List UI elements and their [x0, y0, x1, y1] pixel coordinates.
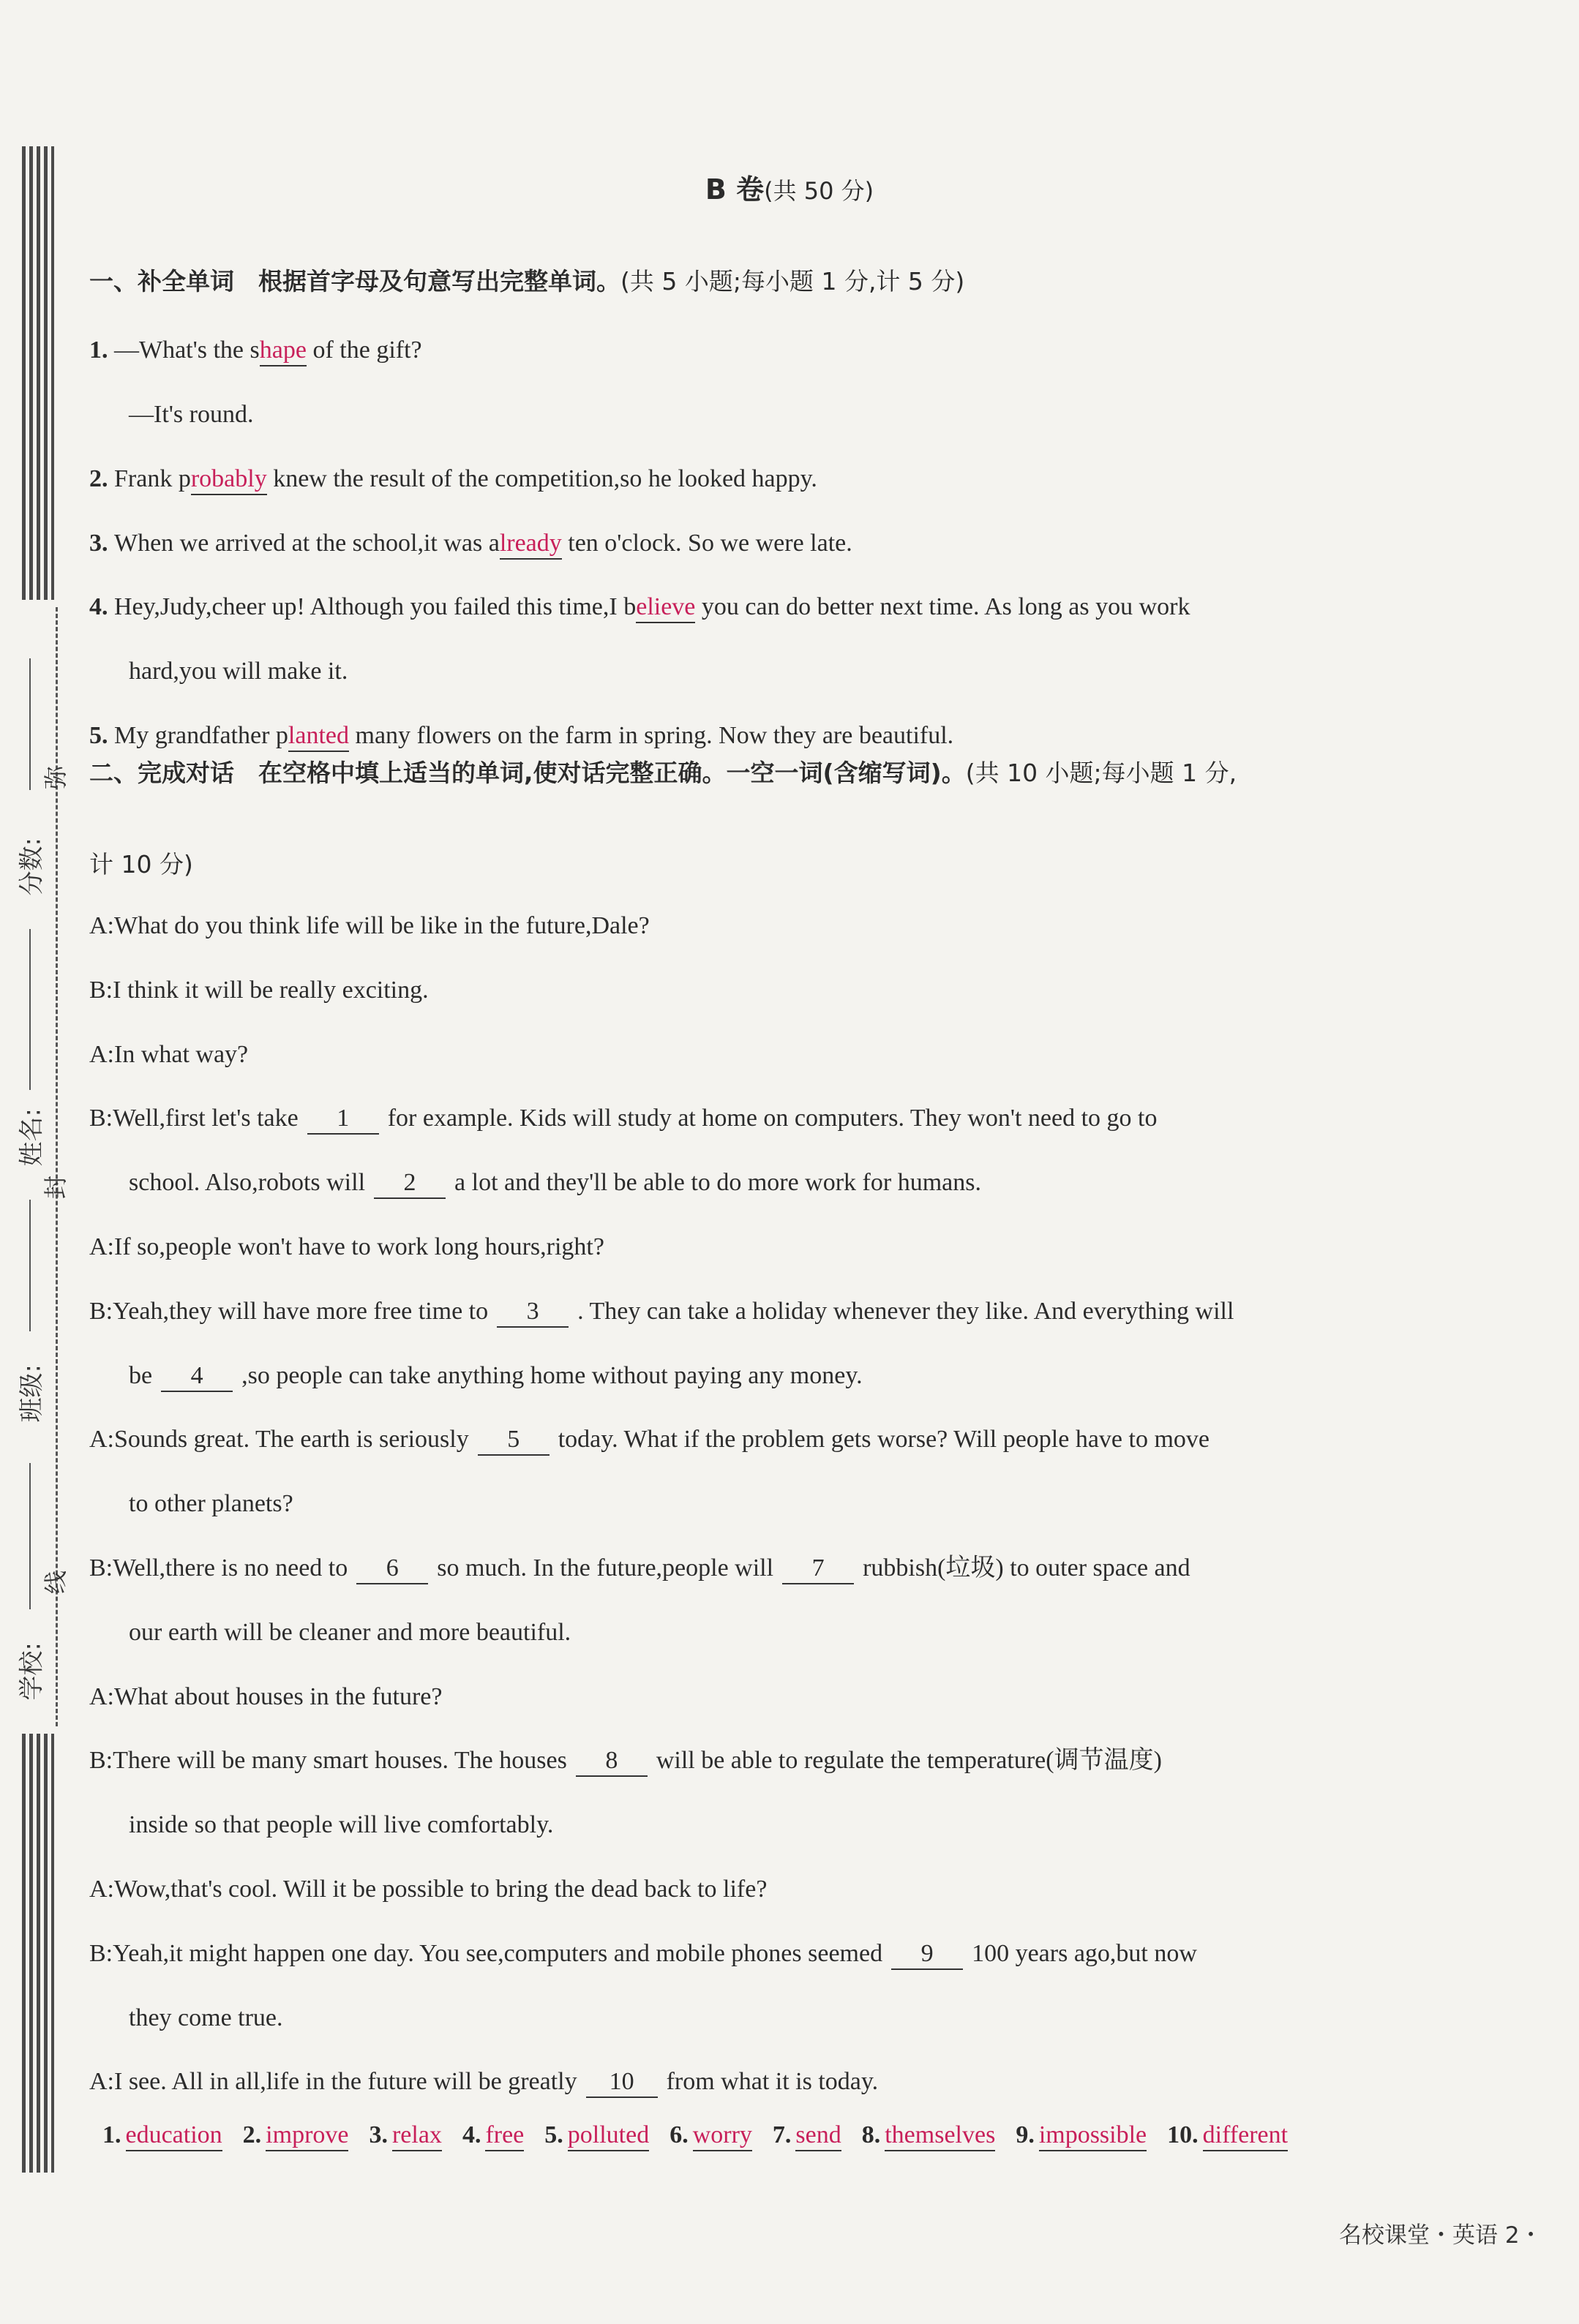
dialogue-text: B:Well,first let's take: [89, 1105, 299, 1132]
answer-number: 8.: [861, 2121, 881, 2148]
answer-item: [670, 2121, 752, 2148]
school-label: 学校:: [17, 1642, 47, 1701]
answer-word: send: [795, 2121, 841, 2151]
answer-number: 7.: [772, 2121, 792, 2148]
blank-number: 2: [374, 1168, 446, 1199]
blank-number: 3: [497, 1297, 569, 1328]
seal-char-feng: 封: [42, 1175, 70, 1200]
dialogue-text: for example. Kids will study at home on computers. They won't need to go to: [387, 1105, 1158, 1132]
answer-item: [243, 2121, 349, 2148]
question-text: My grandfather p: [114, 722, 288, 749]
dialogue-text: A:In what way?: [89, 1041, 249, 1068]
answer-word: free: [485, 2121, 524, 2151]
filled-answer: lready: [500, 530, 562, 560]
filled-answer: robably: [191, 465, 267, 495]
binding-strip-top: [22, 146, 54, 600]
page-title: [0, 167, 1579, 207]
page-footer: 名校课堂・英语 2・: [1339, 2222, 1542, 2249]
question-text: you can do better next time. As long as you work: [695, 593, 1190, 620]
blank-number: 10: [586, 2067, 658, 2098]
dialogue-line: [89, 1872, 1450, 1907]
question-number: 3.: [89, 530, 114, 557]
section2-note-cont: [89, 828, 1450, 901]
dialogue-line: [89, 1680, 1450, 1715]
question-text: ten o'clock. So we were late.: [561, 530, 852, 557]
filled-answer: hape: [260, 336, 307, 366]
dialogue-text: from what it is today.: [666, 2068, 879, 2095]
blank-number: 9: [891, 1939, 963, 1970]
section1-line: [89, 462, 1450, 497]
section1-heading-text: 一、补全单词 根据首字母及句意写出完整单词。: [89, 267, 620, 296]
answer-number: 6.: [670, 2121, 689, 2148]
dialogue-text: A:What about houses in the future?: [89, 1683, 443, 1710]
answer-number: 5.: [544, 2121, 563, 2148]
dialogue-text: school. Also,robots will: [129, 1169, 366, 1196]
dialogue-text: a lot and they'll be able to do more work for humans.: [454, 1169, 981, 1196]
dialogue-line: [129, 2001, 1490, 2036]
question-number: 5.: [89, 722, 114, 749]
blank-number: 6: [356, 1554, 428, 1584]
answer-item: [1167, 2121, 1288, 2148]
name-line: [29, 929, 31, 1090]
section1-line: [129, 654, 1490, 689]
question-text: knew the result of the competition,so he looked happy.: [266, 465, 817, 492]
name-label: 姓名:: [17, 1108, 47, 1167]
dialogue-line: [89, 1551, 1450, 1586]
dialogue-line: [129, 1165, 1490, 1200]
question-number: 2.: [89, 465, 114, 492]
question-text: Frank p: [114, 465, 191, 492]
answer-key: [102, 2121, 1463, 2149]
dialogue-text: ,so people can take anything home without paying any money.: [241, 1362, 863, 1389]
title-sub: (共 50 分): [764, 177, 874, 205]
dialogue-text: B:I think it will be really exciting.: [89, 977, 429, 1004]
answer-word: relax: [392, 2121, 442, 2151]
dialogue-text: B:Yeah,it might happen one day. You see,computers and mobile phones seemed: [89, 1940, 883, 1967]
answer-number: 10.: [1167, 2121, 1199, 2148]
dialogue-text: B:There will be many smart houses. The houses: [89, 1747, 567, 1774]
score-label: 分数:: [17, 838, 47, 896]
answer-word: worry: [693, 2121, 752, 2151]
blank-number: 7: [782, 1554, 854, 1584]
class-label: 班级:: [17, 1364, 47, 1423]
answer-item: [1016, 2121, 1147, 2148]
answer-number: 1.: [102, 2121, 121, 2148]
binding-strip-bottom: [22, 1734, 54, 2173]
dialogue-text: so much. In the future,people will: [437, 1554, 774, 1582]
section1-line: [129, 397, 1490, 432]
section2-note2: 计 10 分): [89, 850, 193, 879]
seal-char-mi: 弥: [42, 765, 70, 790]
answer-item: [369, 2121, 441, 2148]
blank-number: 1: [307, 1104, 379, 1135]
answer-number: 3.: [369, 2121, 388, 2148]
dialogue-line: [89, 1743, 1450, 1778]
dialogue-line: [89, 1101, 1450, 1136]
section1-heading: [89, 245, 1450, 318]
section1-line: [89, 590, 1450, 625]
answer-item: [544, 2121, 649, 2148]
dialogue-text: . They can take a holiday whenever they like. And everything will: [577, 1298, 1234, 1325]
dialogue-text: A:Wow,that's cool. Will it be possible to bring the dead back to life?: [89, 1876, 768, 1903]
dialogue-text: inside so that people will live comfortably.: [129, 1811, 554, 1838]
dialogue-line: [129, 1808, 1490, 1843]
question-text: When we arrived at the school,it was a: [114, 530, 500, 557]
score-line: [29, 658, 31, 790]
filled-answer: lanted: [288, 722, 349, 752]
dialogue-text: B:Well,there is no need to: [89, 1554, 348, 1582]
blank-number: 4: [161, 1361, 233, 1392]
section1-note: (共 5 小题;每小题 1 分,计 5 分): [620, 267, 965, 296]
answer-item: [773, 2121, 841, 2148]
question-text: of the gift?: [306, 336, 422, 364]
school-line: [29, 1463, 31, 1609]
blank-number: 5: [478, 1425, 550, 1456]
section2-note: (共 10 小题;每小题 1 分,: [965, 759, 1237, 787]
answer-item: [102, 2121, 222, 2148]
answer-word: polluted: [568, 2121, 649, 2151]
question-number: 4.: [89, 593, 114, 620]
dialogue-line: [89, 1230, 1450, 1265]
blank-number: 8: [576, 1746, 648, 1777]
question-text: hard,you will make it.: [129, 658, 348, 685]
question-text: —What's the s: [114, 336, 260, 364]
dialogue-line: [89, 909, 1450, 944]
dialogue-line: [89, 1422, 1450, 1457]
dialogue-line: [89, 1037, 1450, 1072]
question-text: many flowers on the farm in spring. Now they are beautiful.: [349, 722, 954, 749]
answer-word: different: [1203, 2121, 1288, 2151]
dialogue-line: [89, 973, 1450, 1008]
answer-number: 2.: [242, 2121, 262, 2148]
dialogue-text: B:Yeah,they will have more free time to: [89, 1298, 489, 1325]
dialogue-text: our earth will be cleaner and more beautiful.: [129, 1619, 571, 1646]
answer-item: [462, 2121, 524, 2148]
answer-word: impossible: [1039, 2121, 1147, 2151]
dialogue-line: [89, 1294, 1450, 1329]
dialogue-line: [89, 2064, 1450, 2099]
question-text: Hey,Judy,cheer up! Although you failed this time,I b: [114, 593, 637, 620]
section1-line: [89, 718, 1450, 753]
dialogue-text: A:What do you think life will be like in the future,Dale?: [89, 912, 650, 939]
section1-line: [89, 526, 1450, 561]
answer-number: 9.: [1016, 2121, 1035, 2148]
dialogue-text: A:Sounds great. The earth is seriously: [89, 1426, 469, 1453]
answer-number: 4.: [462, 2121, 481, 2148]
dialogue-line: [89, 1936, 1450, 1971]
answer-word: themselves: [885, 2121, 995, 2151]
section2-heading-text: 二、完成对话 在空格中填上适当的单词,使对话完整正确。一空一词(含缩写词)。: [89, 759, 966, 787]
dialogue-line: [129, 1615, 1490, 1650]
question-number: 1.: [89, 336, 114, 364]
dialogue-text: be: [129, 1362, 153, 1389]
section1-line: [89, 333, 1450, 368]
dialogue-text: to other planets?: [129, 1490, 293, 1517]
dialogue-text: A:I see. All in all,life in the future will be greatly: [89, 2068, 577, 2095]
dialogue-text: 100 years ago,but now: [972, 1940, 1197, 1967]
answer-word: improve: [266, 2121, 348, 2151]
dialogue-line: [129, 1358, 1490, 1394]
question-text: —It's round.: [129, 401, 254, 428]
dialogue-text: they come true.: [129, 2004, 283, 2031]
dialogue-text: A:If so,people won't have to work long hours,right?: [89, 1233, 604, 1260]
dialogue-text: rubbish(垃圾) to outer space and: [863, 1554, 1190, 1582]
dialogue-text: today. What if the problem gets worse? Will people have to move: [558, 1426, 1209, 1453]
dialogue-line: [129, 1486, 1490, 1522]
seal-char-xian: 线: [42, 1570, 70, 1595]
class-line: [29, 1200, 31, 1331]
answer-word: education: [126, 2121, 222, 2151]
section2-heading: [89, 755, 1450, 791]
dialogue-text: will be able to regulate the temperature(调节温度): [656, 1747, 1162, 1774]
answer-item: [862, 2121, 996, 2148]
title-main: B 卷: [705, 173, 765, 206]
filled-answer: elieve: [636, 593, 695, 623]
